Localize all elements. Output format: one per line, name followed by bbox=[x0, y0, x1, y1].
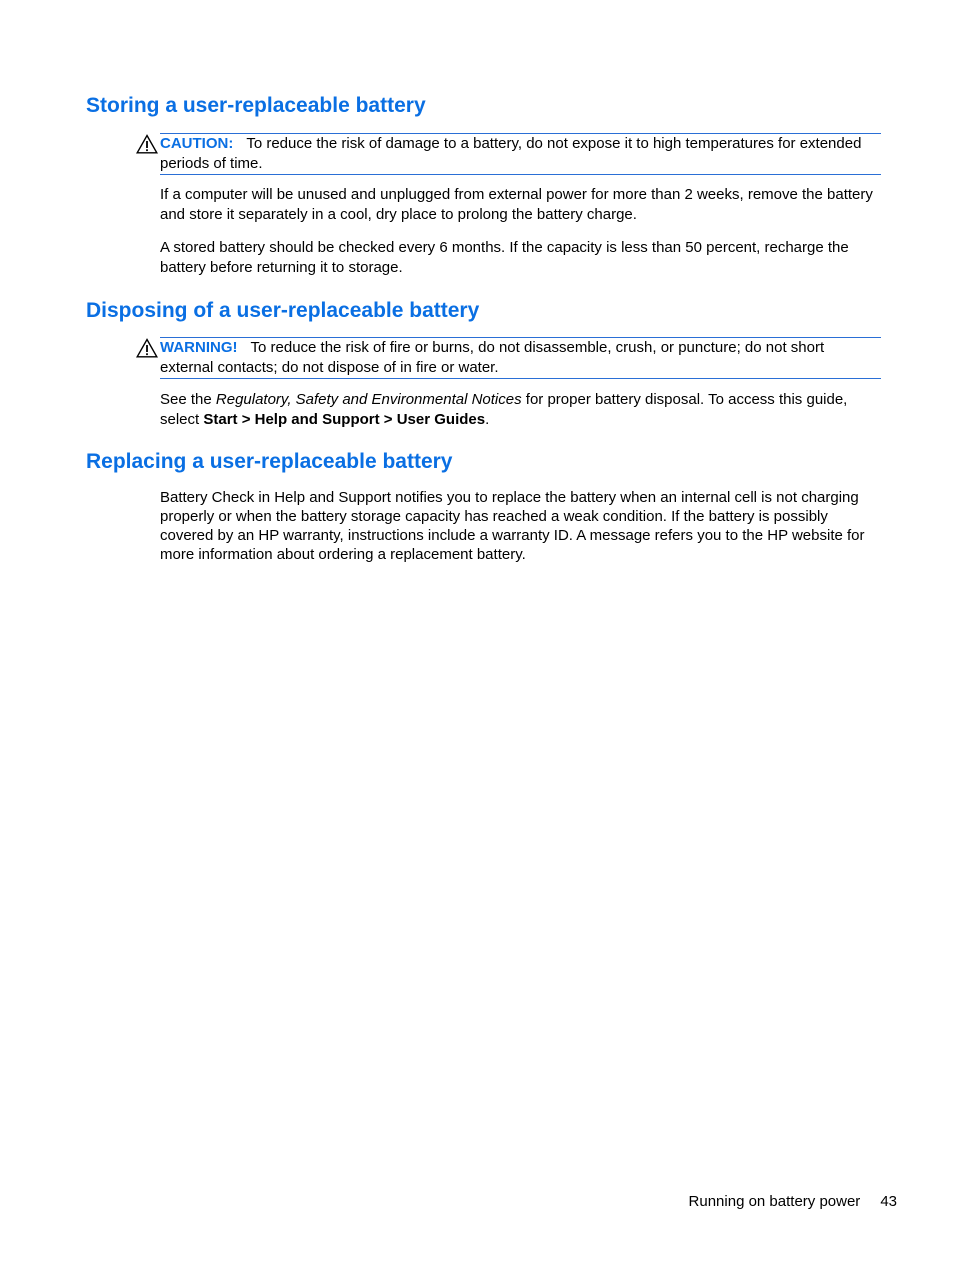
section-heading-storing: Storing a user-replaceable battery bbox=[86, 94, 426, 117]
warning-label: WARNING! bbox=[160, 339, 238, 356]
section-heading-replacing: Replacing a user-replaceable battery bbox=[86, 450, 453, 473]
disposing-suffix: . bbox=[485, 410, 490, 428]
paragraph-replacing: Battery Check in Help and Support notifies you to replace the battery when an internal cell is not charging properly or when the battery storage capacity has reached a weak condition. If the battery is possibly covered by an HP warranty, instructions include a warranty ID. A message refers you to the HP website for more information about ordering a replacement battery. bbox=[160, 489, 865, 563]
warning-triangle-icon bbox=[136, 338, 158, 358]
disposing-prefix: See the bbox=[160, 391, 216, 408]
caution-label: CAUTION: bbox=[160, 135, 234, 152]
paragraph-disposing bbox=[160, 390, 882, 429]
user-guides-path: Start > Help and Support > User Guides bbox=[203, 410, 486, 428]
disposing-middle: for proper battery disposal. To access this guide, select bbox=[160, 391, 848, 428]
page-number: 43 bbox=[880, 1193, 897, 1210]
paragraph-storing-1: If a computer will be unused and unplugged from external power for more than 2 weeks, remove the battery and store it separately in a cool, dry place to prolong the battery charge. bbox=[160, 186, 873, 223]
caution-text: To reduce the risk of damage to a battery, do not expose it to high temperatures for extended periods of time. bbox=[160, 135, 862, 172]
regulatory-notices-title: Regulatory, Safety and Environmental Notices bbox=[215, 391, 522, 408]
warning-notice bbox=[160, 337, 881, 379]
caution-notice bbox=[160, 133, 881, 175]
paragraph-storing-2: A stored battery should be checked every 6 months. If the capacity is less than 50 percent, recharge the battery before returning it to storage. bbox=[160, 239, 849, 276]
warning-triangle-icon bbox=[136, 134, 158, 154]
page-footer bbox=[0, 1192, 897, 1211]
footer-chapter-title: Running on battery power bbox=[688, 1193, 861, 1210]
section-heading-disposing: Disposing of a user-replaceable battery bbox=[86, 299, 480, 322]
warning-text: To reduce the risk of fire or burns, do not disassemble, crush, or puncture; do not short external contacts; do not dispose of in fire or water. bbox=[160, 339, 825, 376]
